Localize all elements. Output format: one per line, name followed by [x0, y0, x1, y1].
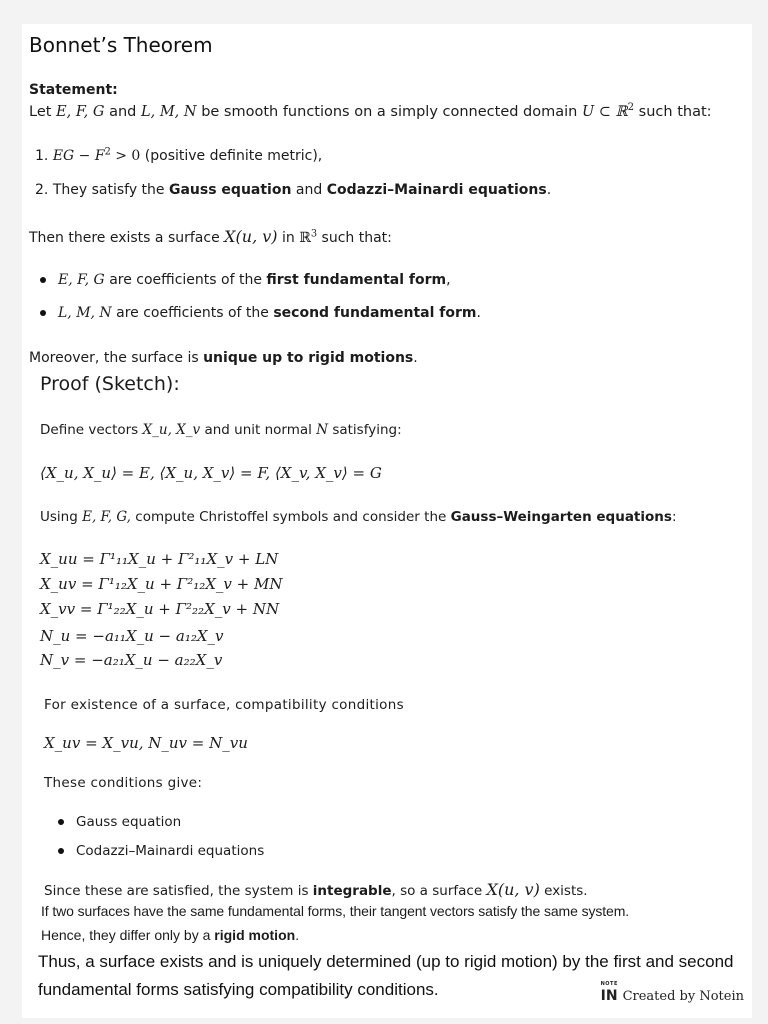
compatibility-equation: X_uv = X_vu, N_uv = N_vu	[44, 734, 248, 752]
gauss-weingarten-eq-4: N_u = −a₁₁X_u − a₁₂X_v	[40, 627, 224, 645]
gauss-weingarten-eq-5: N_v = −a₂₁X_u − a₂₂X_v	[40, 651, 223, 669]
notein-logo-icon: NOTE IN	[600, 981, 618, 1004]
bullet-icon	[58, 848, 64, 854]
conditions-bullet-gauss: Gauss equation	[58, 814, 181, 830]
rigid-motion-line: Hence, they differ only by a rigid motion.	[41, 927, 300, 943]
conclusion-line-2: fundamental forms satisfying compatibility conditions.	[38, 980, 439, 999]
moreover-line: Moreover, the surface is unique up to rigid motions.	[29, 350, 418, 366]
notein-watermark: NOTE IN Created by Notein	[600, 981, 744, 1004]
proof-title: Proof (Sketch):	[40, 373, 180, 395]
statement-item-1: 1. EG − $F^2 > 0$ (positive definite metric),	[35, 146, 323, 164]
integrable-line: Since these are satisfied, the system is integrable, so a surface X(u, v) exists.	[44, 880, 588, 899]
statement-label: Statement:	[29, 82, 118, 98]
inner-product-equation: ⟨X_u, X_u⟩ = E, ⟨X_u, X_v⟩ = F, ⟨X_v, X_v⟩ = G	[40, 464, 382, 482]
page-title: Bonnet’s Theorem	[29, 33, 213, 57]
bullet-icon	[58, 819, 64, 825]
bullet-icon	[40, 310, 46, 316]
gauss-weingarten-eq-2: X_uv = Γ¹₁₂X_u + Γ²₁₂X_v + MN	[40, 575, 283, 593]
then-bullet-1: E, F, G are coefficients of the first fundamental form,	[40, 272, 451, 288]
bullet-icon	[40, 277, 46, 283]
statement-intro: Let E, F, G and L, M, N be smooth functions on a simply connected domain U ⊂ ℝ$^2$ such that:	[29, 102, 712, 120]
statement-item-2: 2. They satisfy the Gauss equation and Codazzi–Mainardi equations.	[35, 182, 552, 198]
uniqueness-line: If two surfaces have the same fundamental forms, their tangent vectors satisfy the same system.	[41, 903, 630, 919]
conclusion-line-1: Thus, a surface exists and is uniquely determined (up to rigid motion) by the first and second	[38, 952, 734, 971]
then-line: Then there exists a surface X(u, v) in ℝ$^3$ such that:	[29, 227, 392, 246]
proof-define-line: Define vectors X_u, X_v and unit normal N satisfying:	[40, 422, 402, 438]
gauss-weingarten-eq-3: X_vv = Γ¹₂₂X_u + Γ²₂₂X_v + NN	[40, 600, 280, 618]
proof-using-line: Using E, F, G, compute Christoffel symbols and consider the Gauss–Weingarten equations:	[40, 509, 677, 525]
gauss-weingarten-eq-1: X_uu = Γ¹₁₁X_u + Γ²₁₁X_v + LN	[40, 550, 279, 568]
conditions-give-text: These conditions give:	[44, 775, 203, 791]
conditions-bullet-codazzi: Codazzi–Mainardi equations	[58, 843, 264, 859]
then-bullet-2: L, M, N are coefficients of the second fundamental form.	[40, 305, 481, 321]
document-page	[22, 24, 752, 1018]
compatibility-text: For existence of a surface, compatibility conditions	[44, 697, 404, 713]
